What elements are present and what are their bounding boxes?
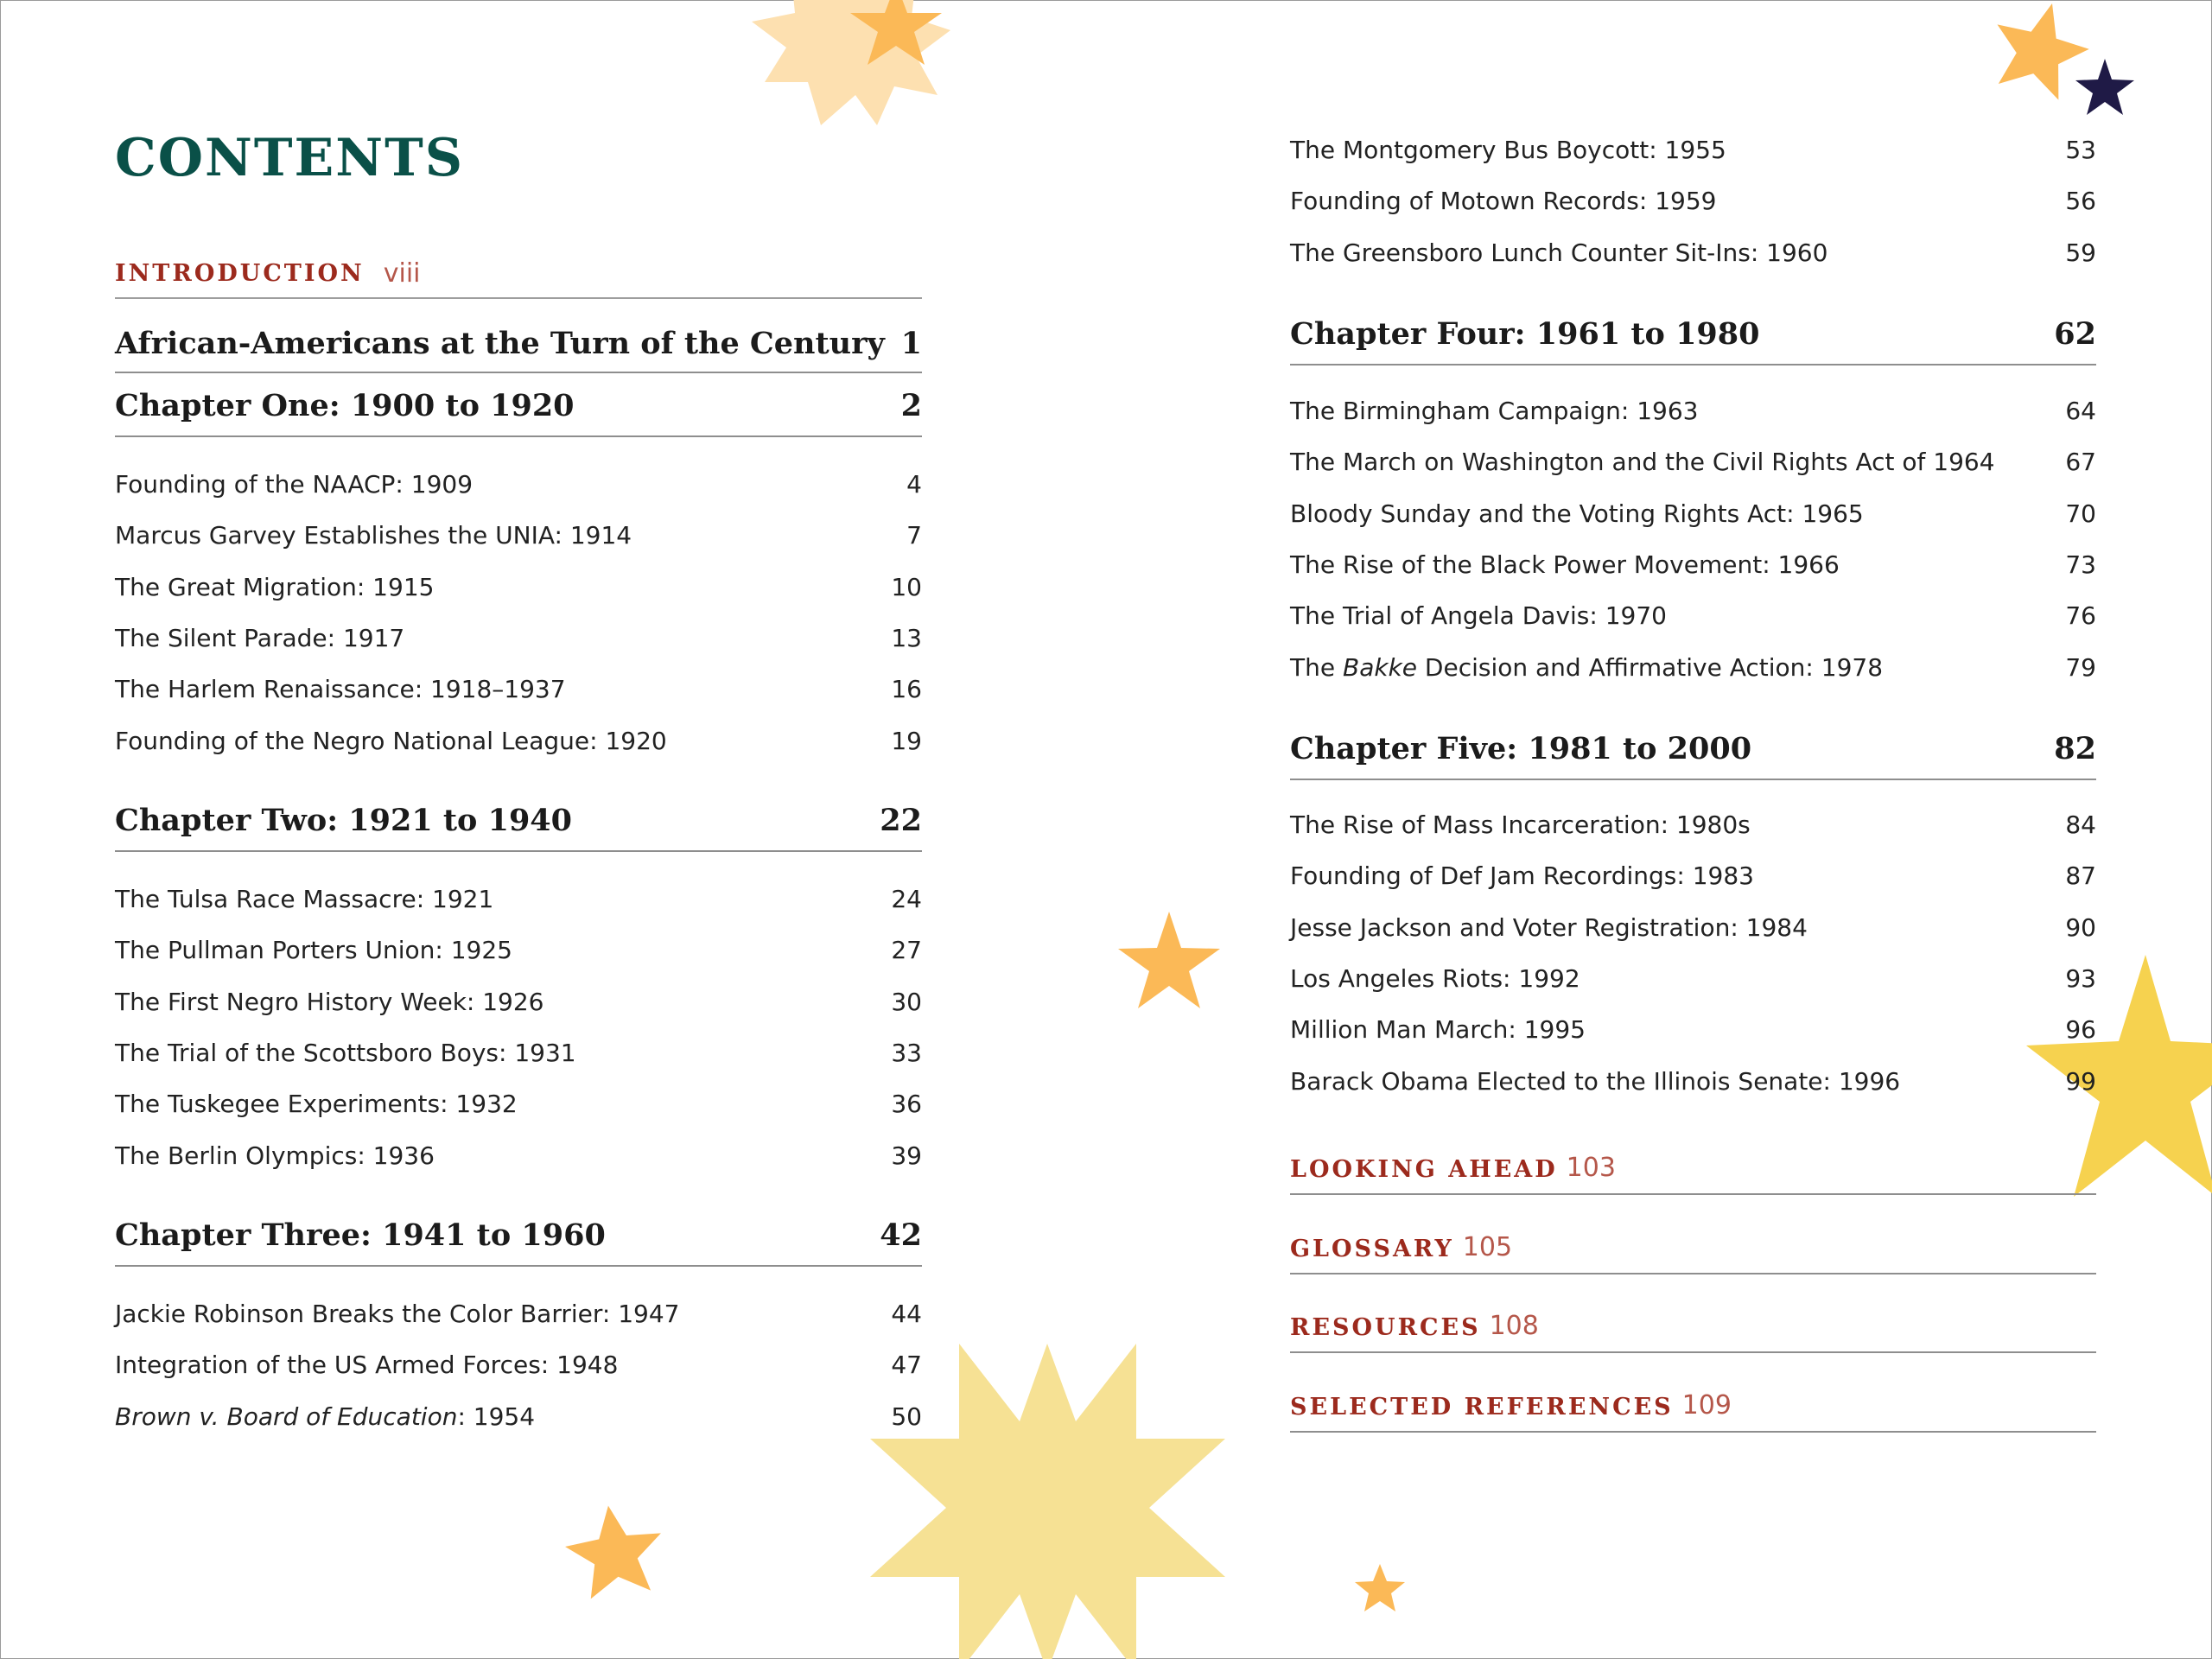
entry-page: 16 — [891, 675, 922, 704]
entry-title: The First Negro History Week: 1926 — [115, 987, 544, 1016]
entry-title — [115, 1402, 535, 1431]
entry-page: 24 — [891, 885, 922, 914]
chapter-three-entries-part1 — [115, 1288, 922, 1442]
entry-title: The Great Migration: 1915 — [115, 572, 435, 601]
back-matter-page: 105 — [1462, 1232, 1513, 1262]
toc-entry[interactable] — [115, 1391, 922, 1442]
entry-title — [1290, 653, 1883, 682]
entry-page: 56 — [2065, 187, 2096, 216]
entry-title: Bloody Sunday and the Voting Rights Act: 1965 — [1290, 499, 1864, 528]
entry-page: 93 — [2065, 964, 2096, 994]
entry-title: The Montgomery Bus Boycott: 1955 — [1290, 136, 1726, 165]
toc-entry[interactable] — [1290, 436, 2096, 487]
chapter-four-entries — [1290, 385, 2096, 693]
toc-glossary[interactable] — [1290, 1223, 2096, 1274]
toc-entry[interactable] — [115, 1339, 922, 1390]
entry-title-italic: Bakke — [1342, 652, 1418, 682]
introduction-label: INTRODUCTION — [115, 259, 365, 287]
entry-page: 59 — [2065, 238, 2096, 267]
star-icon — [560, 1499, 668, 1602]
entry-page: 4 — [906, 470, 922, 499]
toc-entry[interactable] — [115, 562, 922, 613]
entry-page: 67 — [2065, 448, 2096, 477]
entry-title: Integration of the US Armed Forces: 1948 — [115, 1351, 619, 1380]
star-icon — [1355, 1564, 1405, 1611]
entry-page: 19 — [891, 726, 922, 755]
toc-entry[interactable] — [1290, 641, 2096, 692]
toc-entry[interactable] — [115, 664, 922, 715]
toc-entry[interactable] — [1290, 124, 2096, 175]
section-page: 1 — [900, 325, 922, 361]
entry-title: Million Man March: 1995 — [1290, 1015, 1586, 1045]
chapter-three-entries-part2 — [1290, 124, 2096, 278]
entry-page: 84 — [2065, 810, 2096, 840]
entry-title-italic: Brown v. Board of Education — [115, 1402, 458, 1431]
entry-title: Founding of Motown Records: 1959 — [1290, 187, 1717, 216]
back-matter-label: RESOURCES — [1290, 1314, 1481, 1341]
entry-page: 36 — [891, 1090, 922, 1119]
back-matter-page: 109 — [1681, 1390, 1732, 1421]
entry-page: 96 — [2065, 1015, 2096, 1045]
back-matter-label: LOOKING AHEAD — [1290, 1156, 1558, 1183]
star-icon — [1982, 0, 2098, 105]
toc-chapter-three[interactable] — [115, 1205, 922, 1267]
entry-page: 47 — [891, 1351, 922, 1380]
entry-page: 27 — [891, 936, 922, 965]
entry-page: 10 — [891, 572, 922, 601]
entry-page: 50 — [891, 1402, 922, 1431]
entry-title-rest: : 1954 — [457, 1402, 536, 1431]
entry-title: The Trial of the Scottsboro Boys: 1931 — [115, 1039, 576, 1068]
entry-title: The Greensboro Lunch Counter Sit-Ins: 1960 — [1290, 238, 1828, 267]
entry-title: The Rise of the Black Power Movement: 1966 — [1290, 550, 1840, 580]
toc-turn-of-century[interactable] — [115, 315, 922, 373]
toc-entry[interactable] — [115, 459, 922, 510]
entry-title: The Tuskegee Experiments: 1932 — [115, 1090, 518, 1119]
introduction-page: viii — [383, 257, 421, 289]
entry-page: 39 — [891, 1141, 922, 1170]
entry-page: 53 — [2065, 136, 2096, 165]
toc-entry[interactable] — [1290, 539, 2096, 590]
entry-title: The Tulsa Race Massacre: 1921 — [115, 885, 494, 914]
chapter-title: Chapter Three: 1941 to 1960 — [115, 1217, 606, 1253]
entry-page: 79 — [2065, 652, 2096, 682]
toc-chapter-four[interactable] — [1290, 303, 2096, 365]
star-icon — [870, 1344, 1225, 1659]
entry-page: 7 — [906, 521, 922, 550]
entry-title: The Berlin Olympics: 1936 — [115, 1141, 435, 1170]
entry-page: 87 — [2065, 861, 2096, 891]
toc-entry[interactable] — [1290, 175, 2096, 226]
entry-title: The Silent Parade: 1917 — [115, 624, 405, 653]
toc-entry[interactable] — [1290, 488, 2096, 539]
entry-title-rest: Decision and Affirmative Action: 1978 — [1417, 652, 1884, 682]
entry-page: 99 — [2065, 1066, 2096, 1096]
entry-page: 30 — [891, 987, 922, 1016]
entry-title: The Trial of Angela Davis: 1970 — [1290, 601, 1667, 631]
back-matter-label: SELECTED REFERENCES — [1290, 1394, 1674, 1421]
entry-title: Los Angeles Riots: 1992 — [1290, 964, 1580, 994]
back-matter-page: 103 — [1566, 1153, 1616, 1183]
toc-entry[interactable] — [1290, 385, 2096, 436]
toc-resources[interactable] — [1290, 1301, 2096, 1353]
toc-looking-ahead[interactable] — [1290, 1143, 2096, 1195]
toc-entry[interactable] — [1290, 1004, 2096, 1055]
chapter-page: 62 — [2054, 315, 2096, 352]
toc-introduction[interactable] — [115, 249, 922, 299]
entry-title: The March on Washington and the Civil Rights Act of 1964 — [1290, 448, 1995, 477]
toc-entry[interactable] — [1290, 953, 2096, 1004]
entry-title: Founding of the Negro National League: 1920 — [115, 726, 667, 755]
toc-selected-references[interactable] — [1290, 1381, 2096, 1433]
entry-title: Jackie Robinson Breaks the Color Barrier: 1947 — [115, 1300, 680, 1329]
entry-page: 70 — [2065, 499, 2096, 528]
toc-entry[interactable] — [1290, 799, 2096, 850]
section-title: African-Americans at the Turn of the Century — [115, 325, 885, 361]
chapter-five-entries — [1290, 799, 2096, 1107]
chapter-title: Chapter Four: 1961 to 1980 — [1290, 315, 1760, 352]
entry-page: 76 — [2065, 601, 2096, 631]
page-title: CONTENTS — [115, 128, 465, 188]
chapter-title: Chapter Two: 1921 to 1940 — [115, 802, 572, 838]
entry-title-pre: The — [1290, 652, 1343, 682]
entry-page: 73 — [2065, 550, 2096, 580]
entry-title: The Harlem Renaissance: 1918–1937 — [115, 675, 566, 704]
chapter-page: 82 — [2054, 730, 2096, 766]
toc-entry[interactable] — [1290, 590, 2096, 641]
toc-entry[interactable] — [1290, 850, 2096, 901]
chapter-page: 2 — [900, 387, 922, 423]
toc-entry[interactable] — [115, 925, 922, 976]
entry-title: The Rise of Mass Incarceration: 1980s — [1290, 810, 1751, 840]
entry-page: 44 — [891, 1300, 922, 1329]
back-matter-label: GLOSSARY — [1290, 1236, 1454, 1262]
star-icon — [2075, 59, 2134, 115]
toc-entry[interactable] — [115, 1027, 922, 1078]
entry-title: Barack Obama Elected to the Illinois Senate: 1996 — [1290, 1066, 1901, 1096]
chapter-two-entries — [115, 874, 922, 1181]
entry-page: 13 — [891, 624, 922, 653]
entry-title: Jesse Jackson and Voter Registration: 1984 — [1290, 912, 1808, 942]
entry-title: The Pullman Porters Union: 1925 — [115, 936, 512, 965]
toc-entry[interactable] — [115, 976, 922, 1027]
entry-page: 64 — [2065, 397, 2096, 426]
entry-page: 90 — [2065, 912, 2096, 942]
chapter-title: Chapter Five: 1981 to 2000 — [1290, 730, 1752, 766]
toc-chapter-two[interactable] — [115, 790, 922, 852]
entry-page: 33 — [891, 1039, 922, 1068]
entry-title: Marcus Garvey Establishes the UNIA: 1914 — [115, 521, 632, 550]
toc-entry[interactable] — [1290, 1055, 2096, 1106]
toc-chapter-five[interactable] — [1290, 718, 2096, 780]
star-icon — [1118, 912, 1220, 1008]
entry-title: The Birmingham Campaign: 1963 — [1290, 397, 1699, 426]
toc-entry[interactable] — [115, 510, 922, 561]
toc-entry[interactable] — [1290, 902, 2096, 953]
toc-entry[interactable] — [115, 613, 922, 664]
entry-title: Founding of Def Jam Recordings: 1983 — [1290, 861, 1754, 891]
entry-title: Founding of the NAACP: 1909 — [115, 470, 474, 499]
toc-entry[interactable] — [1290, 227, 2096, 278]
chapter-one-entries — [115, 459, 922, 766]
toc-entry[interactable] — [115, 715, 922, 766]
chapter-page: 22 — [880, 802, 922, 838]
back-matter-page: 108 — [1489, 1311, 1539, 1341]
chapter-page: 42 — [880, 1217, 922, 1253]
chapter-title: Chapter One: 1900 to 1920 — [115, 387, 575, 423]
toc-entry[interactable] — [115, 1288, 922, 1339]
toc-entry[interactable] — [115, 874, 922, 925]
toc-entry[interactable] — [115, 1078, 922, 1129]
toc-entry[interactable] — [115, 1129, 922, 1180]
toc-chapter-one[interactable] — [115, 375, 922, 437]
